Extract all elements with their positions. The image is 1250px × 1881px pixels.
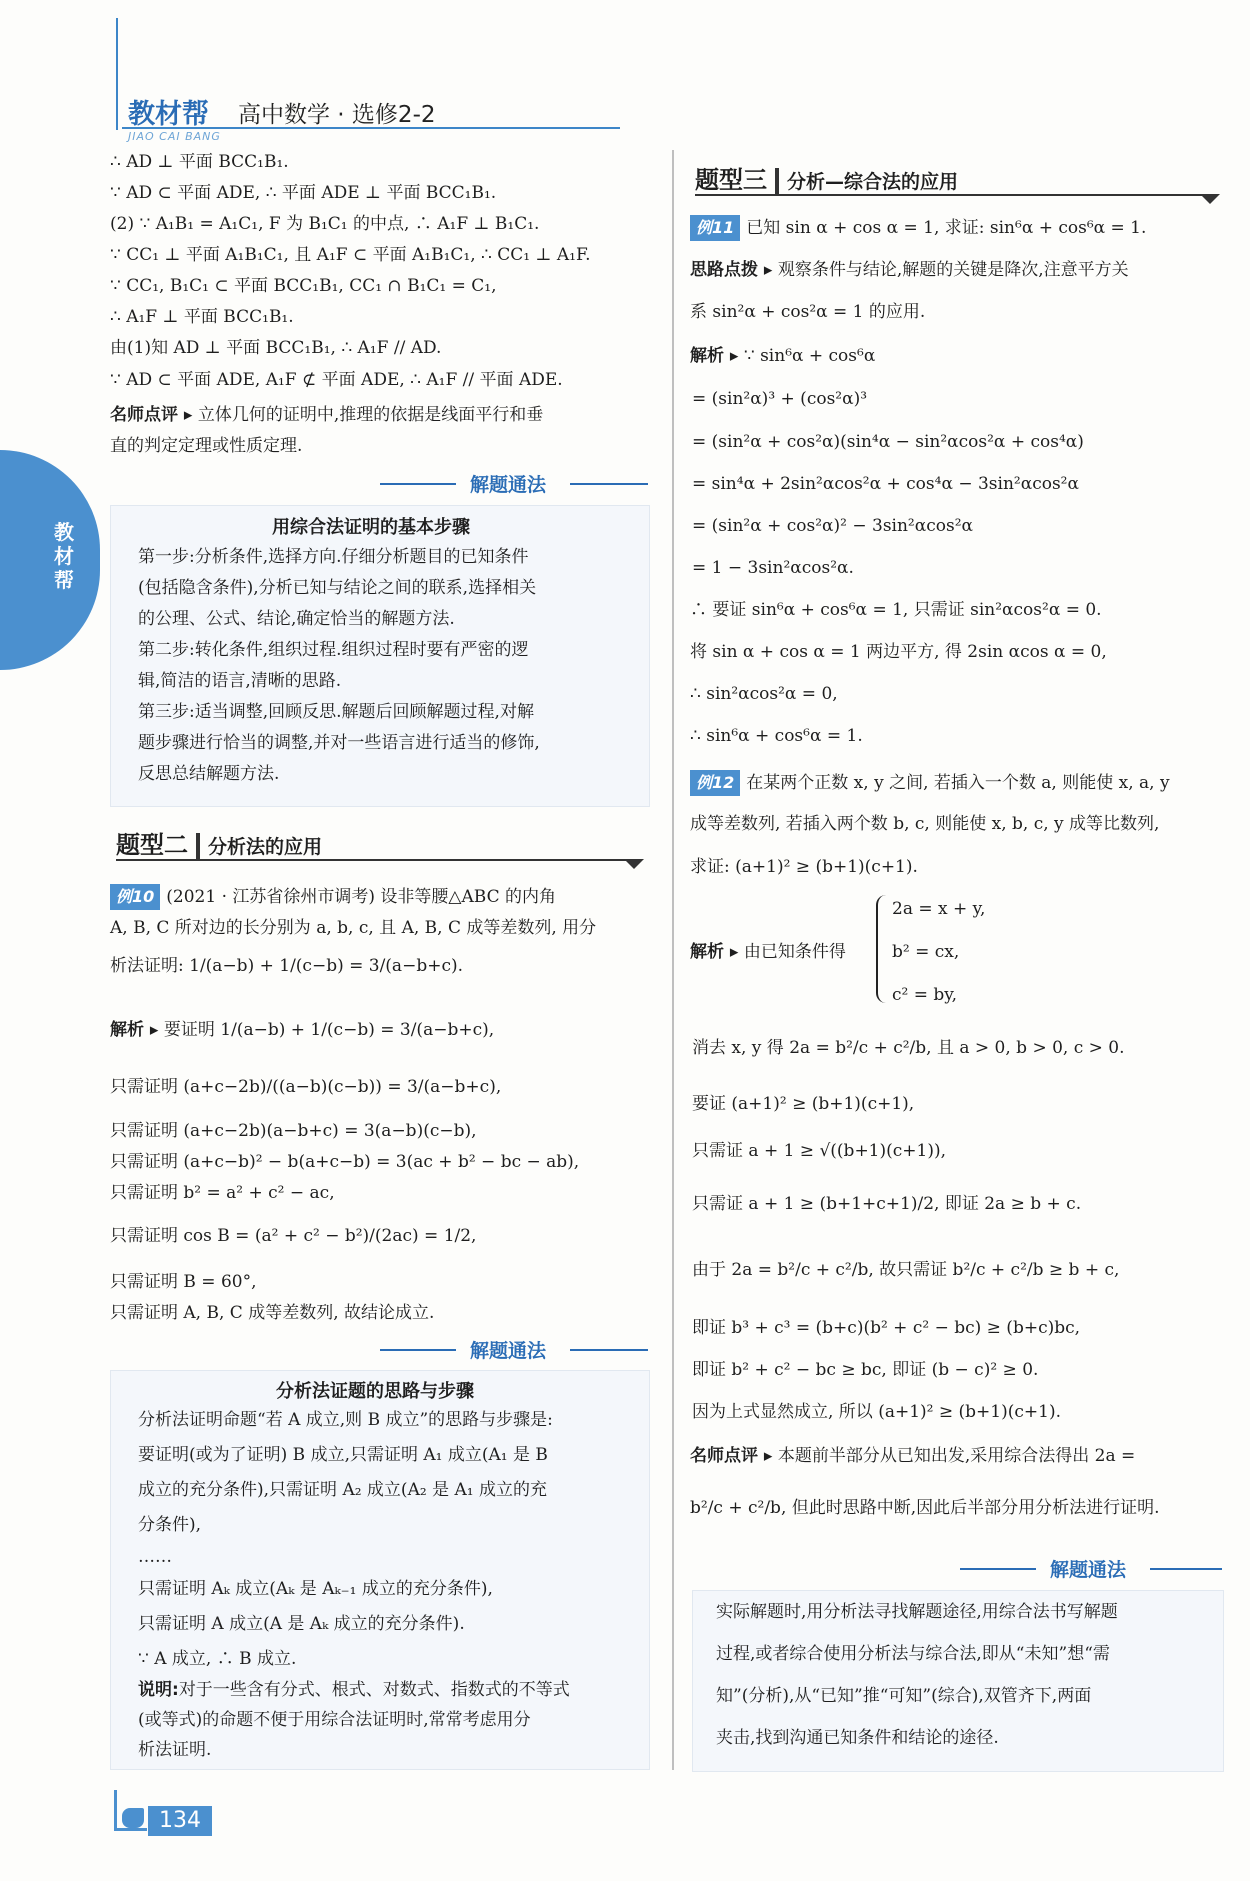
solution-line: 即证 b² + c² − bc ≥ bc, 即证 (b − c)² ≥ 0. [692, 1360, 1039, 1380]
solution-line: 只需证明 cos B = (a² + c² − b²)/(2ac) = 1/2, [110, 1226, 477, 1246]
solution-line: 只需证明 (a+c−2b)(a−b+c) = 3(a−b)(c−b), [110, 1121, 477, 1141]
method-line: 要证明(或为了证明) B 成立,只需证明 A₁ 成立(A₁ 是 B [138, 1445, 548, 1465]
solution-tag: 解析 ▸ [690, 942, 739, 962]
example-tag: 例12 [690, 770, 740, 796]
method-box-title: 用综合法证明的基本步骤 [272, 517, 470, 538]
comment-tag: 名师点评 ▸ [110, 405, 193, 425]
method-line: 分条件), [138, 1515, 202, 1535]
method-dash [570, 1349, 648, 1351]
system-equation: b² = cx, [892, 942, 960, 962]
method-line: 反思总结解题方法. [138, 764, 280, 784]
solution-line: 只需证明 A, B, C 成等差数列, 故结论成立. [110, 1303, 435, 1323]
solution-line: 由于 2a = b²/c + c²/b, 故只需证 b²/c + c²/b ≥ b + c, [692, 1260, 1120, 1280]
example-10: 例10 (2021 · 江苏省徐州市调考) 设非等腰△ABC 的内角 [110, 884, 556, 910]
solution-line: = 1 − 3sin²αcos²α. [692, 558, 854, 578]
section-3-underline [695, 194, 1217, 196]
section-2-arrow-icon [624, 859, 644, 869]
teacher-comment-2-cont: b²/c + c²/b, 但此时思路中断,因此后半部分用分析法进行证明. [690, 1498, 1160, 1518]
solution-tag: 解析 ▸ [110, 1020, 159, 1040]
solution-line: 只需证 a + 1 ≥ (b+1+c+1)/2, 即证 2a ≥ b + c. [692, 1194, 1082, 1214]
solution-line: 只需证明 (a+c−2b)/((a−b)(c−b)) = 3/(a−b+c), [110, 1077, 502, 1097]
solution-line: = sin⁴α + 2sin²αcos²α + cos⁴α − 3sin²αcos²α [692, 474, 1079, 494]
method-dash [1150, 1568, 1222, 1570]
note: 说明:对于一些含有分式、根式、对数式、指数式的不等式 [138, 1680, 570, 1700]
method-line: ∵ A 成立, ∴ B 成立. [138, 1649, 297, 1669]
section-3-title: 题型三 分析—综合法的应用 [695, 166, 959, 194]
proof-line: ∵ AD ⊂ 平面 ADE, ∴ 平面 ADE ⊥ 平面 BCC₁B₁. [110, 183, 497, 203]
solution-line: ∴ sin⁶α + cos⁶α = 1. [690, 726, 863, 746]
solution-line: 只需证 a + 1 ≥ √((b+1)(c+1)), [692, 1141, 947, 1161]
method-line: 成立的充分条件),只需证明 A₂ 成立(A₂ 是 A₁ 成立的充 [138, 1480, 547, 1500]
solution-line: = (sin²α + cos²α)² − 3sin²αcos²α [692, 516, 974, 536]
solution-line: = (sin²α)³ + (cos²α)³ [692, 389, 868, 409]
solution-line: ∴ sin²αcos²α = 0, [690, 684, 838, 704]
method-dash [570, 483, 648, 485]
proof-line: ∴ A₁F ⊥ 平面 BCC₁B₁. [110, 307, 294, 327]
method-line: (包括隐含条件),分析已知与结论之间的联系,选择相关 [138, 578, 537, 598]
proof-line: ∴ AD ⊥ 平面 BCC₁B₁. [110, 152, 289, 172]
method-label: 解题通法 [470, 474, 547, 496]
method-line: 夹击,找到沟通已知条件和结论的途径. [716, 1728, 999, 1748]
solution-line: 只需证明 b² = a² + c² − ac, [110, 1183, 335, 1203]
method-line: 第一步:分析条件,选择方向.仔细分析题目的已知条件 [138, 547, 529, 567]
method-box-title: 分析法证题的思路与步骤 [276, 1381, 474, 1402]
proof-line: ∵ AD ⊂ 平面 ADE, A₁F ⊄ 平面 ADE, ∴ A₁F // 平面 ADE. [110, 370, 563, 390]
solution-line: 即证 b³ + c³ = (b+c)(b² + c² − bc) ≥ (b+c)bc, [692, 1318, 1081, 1338]
solution-line: = (sin²α + cos²α)(sin⁴α − sin²αcos²α + cos⁴α) [692, 432, 1084, 452]
solution-line: 因为上式显然成立, 所以 (a+1)² ≥ (b+1)(c+1). [692, 1402, 1061, 1422]
section-2-title: 题型二 分析法的应用 [116, 831, 323, 859]
column-divider [672, 150, 674, 1770]
side-tab-label: 教材帮 [54, 520, 74, 592]
example-tag: 例11 [690, 215, 740, 241]
method-label: 解题通法 [1050, 1559, 1127, 1581]
solution-line: 消去 x, y 得 2a = b²/c + c²/b, 且 a > 0, b > 0, c > 0. [692, 1038, 1125, 1058]
teacher-comment-2: 名师点评 ▸ 本题前半部分从已知出发,采用综合法得出 2a = [690, 1446, 1136, 1466]
example-10-line: A, B, C 所对边的长分别为 a, b, c, 且 A, B, C 成等差数列, 用分 [110, 918, 597, 938]
note-tag: 说明: [138, 1680, 179, 1700]
solution-line: 只需证明 (a+c−b)² − b(a+c−b) = 3(ac + b² − bc − ab), [110, 1152, 580, 1172]
brand-pinyin: JIAO CAI BANG [128, 130, 221, 143]
book-title: 高中数学 · 选修2-2 [238, 102, 436, 128]
solution-tag: 解析 ▸ [690, 346, 739, 366]
hint-line: 系 sin²α + cos²α = 1 的应用. [690, 302, 926, 322]
solution-line: 只需证明 B = 60°, [110, 1272, 257, 1292]
solution-12: 解析 ▸ 由已知条件得 [690, 942, 846, 962]
proof-line: ∵ CC₁ ⊥ 平面 A₁B₁C₁, 且 A₁F ⊂ 平面 A₁B₁C₁, ∴ CC₁ ⊥ A₁F. [110, 245, 591, 265]
proof-line: (2) ∵ A₁B₁ = A₁C₁, F 为 B₁C₁ 的中点, ∴ A₁F ⊥ B₁C₁. [110, 214, 540, 234]
hint-tag: 思路点拨 ▸ [690, 260, 773, 280]
method-line: 只需证明 A 成立(A 是 Aₖ 成立的充分条件). [138, 1614, 465, 1634]
solution-line: 要证 (a+1)² ≥ (b+1)(c+1), [692, 1094, 915, 1114]
method-line: 的公理、公式、结论,确定恰当的解题方法. [138, 609, 455, 629]
comment-tag: 名师点评 ▸ [690, 1446, 773, 1466]
method-line: 辑,简洁的语言,清晰的思路. [138, 671, 342, 691]
solution-10: 解析 ▸ 要证明 1/(a−b) + 1/(c−b) = 3/(a−b+c), [110, 1020, 495, 1040]
method-dash [960, 1568, 1036, 1570]
method-label: 解题通法 [470, 1340, 547, 1362]
teacher-comment-1-cont: 直的判定定理或性质定理. [110, 436, 303, 456]
solution-line: 将 sin α + cos α = 1 两边平方, 得 2sin αcos α = 0, [690, 642, 1107, 662]
note-line: 析法证明. [138, 1740, 212, 1760]
hint: 思路点拨 ▸ 观察条件与结论,解题的关键是降次,注意平方关 [690, 260, 1129, 280]
method-line: …… [138, 1547, 172, 1567]
solution-11: 解析 ▸ ∵ sin⁶α + cos⁶α [690, 346, 876, 366]
example-12: 例12 在某两个正数 x, y 之间, 若插入一个数 a, 则能使 x, a, y [690, 770, 1170, 796]
hand-pointer-icon [122, 1808, 144, 1828]
method-line: 知”(分析),从“已知”推“可知”(综合),双管齐下,两面 [716, 1686, 1092, 1706]
section-3-arrow-icon [1200, 194, 1220, 204]
method-dash [380, 483, 456, 485]
brand-logo: 教材帮 [128, 99, 209, 130]
section-2-underline [116, 859, 642, 861]
example-tag: 例10 [110, 884, 160, 910]
proof-line: ∵ CC₁, B₁C₁ ⊂ 平面 BCC₁B₁, CC₁ ∩ B₁C₁ = C₁, [110, 276, 497, 296]
header-vertical-rule [116, 18, 118, 130]
system-brace [876, 895, 890, 1003]
method-line: 第二步:转化条件,组织过程.组织过程时要有严密的逻 [138, 640, 529, 660]
system-equation: c² = by, [892, 985, 958, 1005]
solution-line: ∴ 要证 sin⁶α + cos⁶α = 1, 只需证 sin²αcos²α = 0. [690, 600, 1102, 620]
method-dash [380, 1349, 456, 1351]
method-line: 过程,或者综合使用分析法与综合法,即从“未知”想“需 [716, 1644, 1110, 1664]
system-equation: 2a = x + y, [892, 899, 986, 919]
example-10-line: 析法证明: 1/(a−b) + 1/(c−b) = 3/(a−b+c). [110, 956, 463, 976]
example-12-line: 成等差数列, 若插入两个数 b, c, 则能使 x, b, c, y 成等比数列, [690, 814, 1160, 834]
page-number: 134 [148, 1806, 212, 1836]
note-line: (或等式)的命题不便于用综合法证明时,常常考虑用分 [138, 1710, 531, 1730]
method-line: 题步骤进行恰当的调整,并对一些语言进行适当的修饰, [138, 733, 540, 753]
method-line: 只需证明 Aₖ 成立(Aₖ 是 Aₖ₋₁ 成立的充分条件), [138, 1579, 493, 1599]
example-12-line: 求证: (a+1)² ≥ (b+1)(c+1). [690, 857, 918, 877]
method-line: 分析法证明命题“若 A 成立,则 B 成立”的思路与步骤是: [138, 1410, 553, 1430]
method-line: 实际解题时,用分析法寻找解题途径,用综合法书写解题 [716, 1602, 1118, 1622]
teacher-comment-1: 名师点评 ▸ 立体几何的证明中,推理的依据是线面平行和垂 [110, 405, 544, 425]
method-line: 第三步:适当调整,回顾反思.解题后回顾解题过程,对解 [138, 702, 534, 722]
proof-line: 由(1)知 AD ⊥ 平面 BCC₁B₁, ∴ A₁F // AD. [110, 338, 442, 358]
example-11: 例11 已知 sin α + cos α = 1, 求证: sin⁶α + cos⁶α = 1. [690, 215, 1146, 241]
